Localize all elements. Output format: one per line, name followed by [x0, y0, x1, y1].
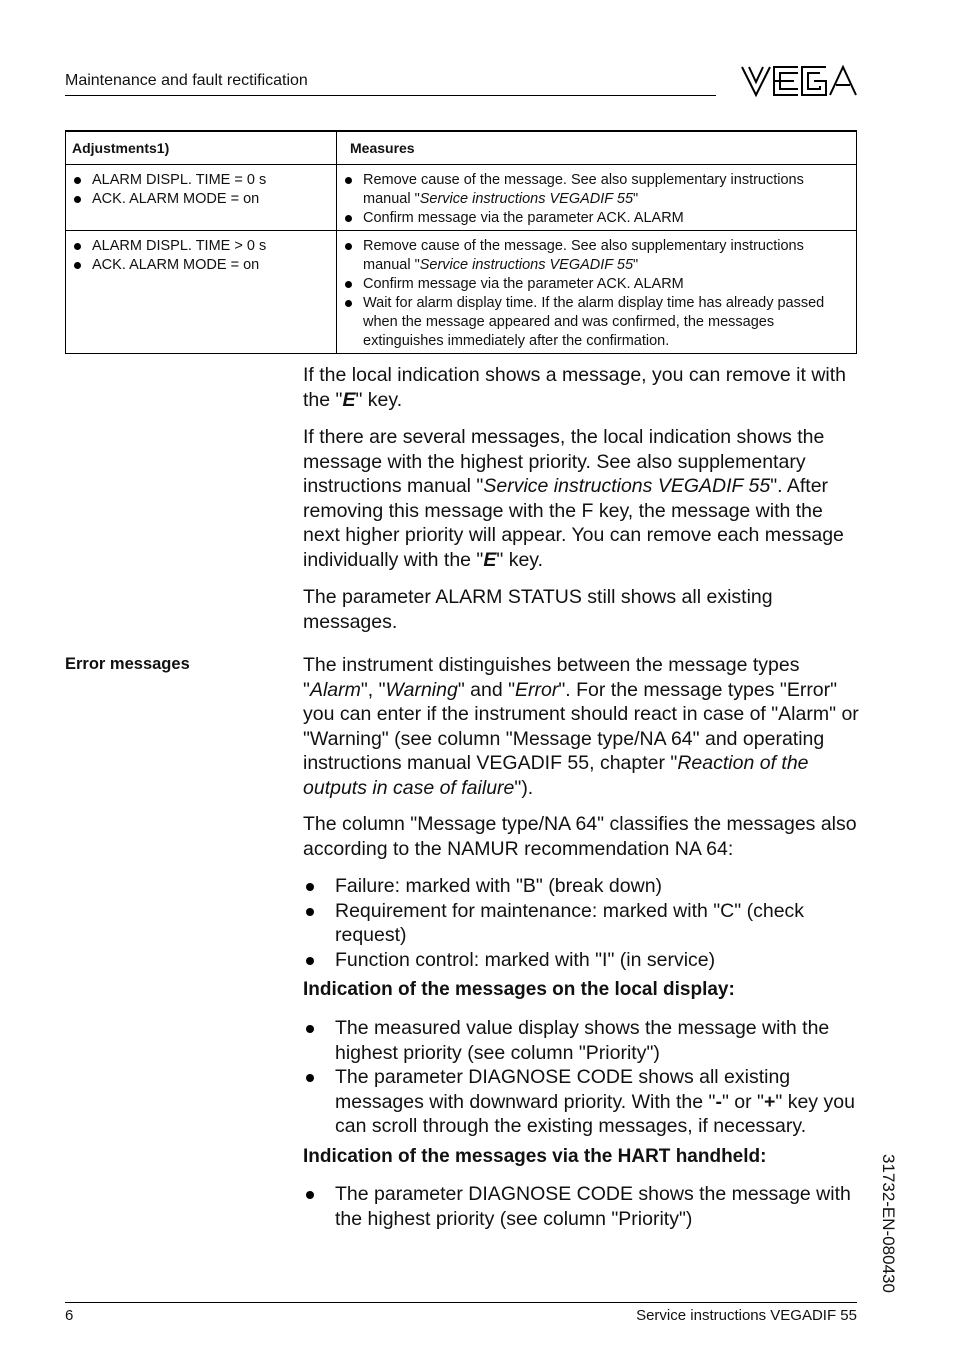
page-number: 6 — [65, 1307, 74, 1324]
footer-rule — [65, 1302, 857, 1303]
list-item: The parameter DIAGNOSE CODE shows all existing messages with downward priority. With the "-" or "+" key you can scroll through the existing messages, if necessary. — [303, 1065, 863, 1139]
measures-cell — [337, 165, 857, 231]
section-title: Maintenance and fault rectification — [65, 72, 308, 89]
list-item: The parameter DIAGNOSE CODE shows the message with the highest priority (see column "Priority") — [303, 1182, 863, 1231]
list-item: ACK. ALARM MODE = on — [72, 256, 332, 275]
list-item: ALARM DISPL. TIME = 0 s — [72, 171, 332, 190]
list-item: Requirement for maintenance: marked with "C" (check request) — [303, 899, 863, 948]
adjustments-table — [65, 130, 857, 354]
column-header-measures: Measures — [337, 131, 857, 165]
list-item: Confirm message via the parameter ACK. ALARM — [343, 275, 852, 294]
adjustments-cell — [66, 231, 337, 354]
document-title: Service instructions VEGADIF 55 — [636, 1307, 857, 1324]
logo-text: VEGA — [740, 64, 743, 65]
column-header-adjustments: Adjustments1) — [66, 131, 337, 165]
logo-letter-e — [774, 67, 798, 95]
logo-letter-v-inner — [749, 67, 763, 82]
local-display-heading: Indication of the messages on the local display: — [303, 979, 735, 1000]
list-item: ALARM DISPL. TIME > 0 s — [72, 237, 332, 256]
local-display-list — [303, 1016, 863, 1139]
list-item: Function control: marked with "I" (in service) — [303, 948, 863, 973]
header-rule — [65, 95, 716, 96]
hart-handheld-heading: Indication of the messages via the HART handheld: — [303, 1146, 767, 1167]
paragraph-alarm-status: The parameter ALARM STATUS still shows all existing messages. — [303, 586, 773, 633]
paragraph-remove-message: If the local indication shows a message, you can remove it with the "E" key. — [303, 364, 847, 411]
logo-letter-g — [802, 67, 826, 95]
list-item: Remove cause of the message. See also supplementary instructions manual "Service instructions VEGADIF 55" — [343, 171, 852, 209]
vega-logo — [740, 64, 858, 98]
document-code: 31732-EN-080430 — [879, 1154, 898, 1293]
list-item: Wait for alarm display time. If the alarm display time has already passed when the message appeared and was confirmed, the messages extinguishes immediately after the confirmation. — [343, 294, 852, 351]
measures-cell — [337, 231, 857, 354]
list-item: Confirm message via the parameter ACK. ALARM — [343, 209, 852, 228]
paragraph-namur: The column "Message type/NA 64" classifies the messages also according to the NAMUR recommendation NA 64: — [303, 813, 857, 860]
list-item: Failure: marked with "B" (break down) — [303, 874, 863, 899]
adjustments-cell — [66, 165, 337, 231]
namur-list — [303, 874, 863, 972]
list-item: Remove cause of the message. See also supplementary instructions manual "Service instructions VEGADIF 55" — [343, 237, 852, 275]
error-messages-heading: Error messages — [65, 655, 190, 673]
table-row — [66, 165, 857, 231]
paragraph-several-messages: If there are several messages, the local indication shows the message with the highest priority. See also supplementary instructions manual "Service instructions VEGADIF 55". After removing this message with the F key, the message with the next higher priority will appear. You can remove each message individually with the "E" key. — [303, 426, 844, 571]
hart-handheld-list — [303, 1182, 863, 1231]
logo-letter-a — [830, 67, 856, 95]
list-item: The measured value display shows the message with the highest priority (see column "Priority") — [303, 1016, 863, 1065]
table-row — [66, 231, 857, 354]
list-item: ACK. ALARM MODE = on — [72, 190, 332, 209]
paragraph-message-types: The instrument distinguishes between the message types "Alarm", "Warning" and "Error". For the message types "Error" you can enter if the instrument should react in case of "Alarm" or "Warning" (see column "Message type/NA 64" and operating instructions manual VEGADIF 55, chapter "Reaction of the outputs in case of failure"). — [303, 654, 859, 799]
